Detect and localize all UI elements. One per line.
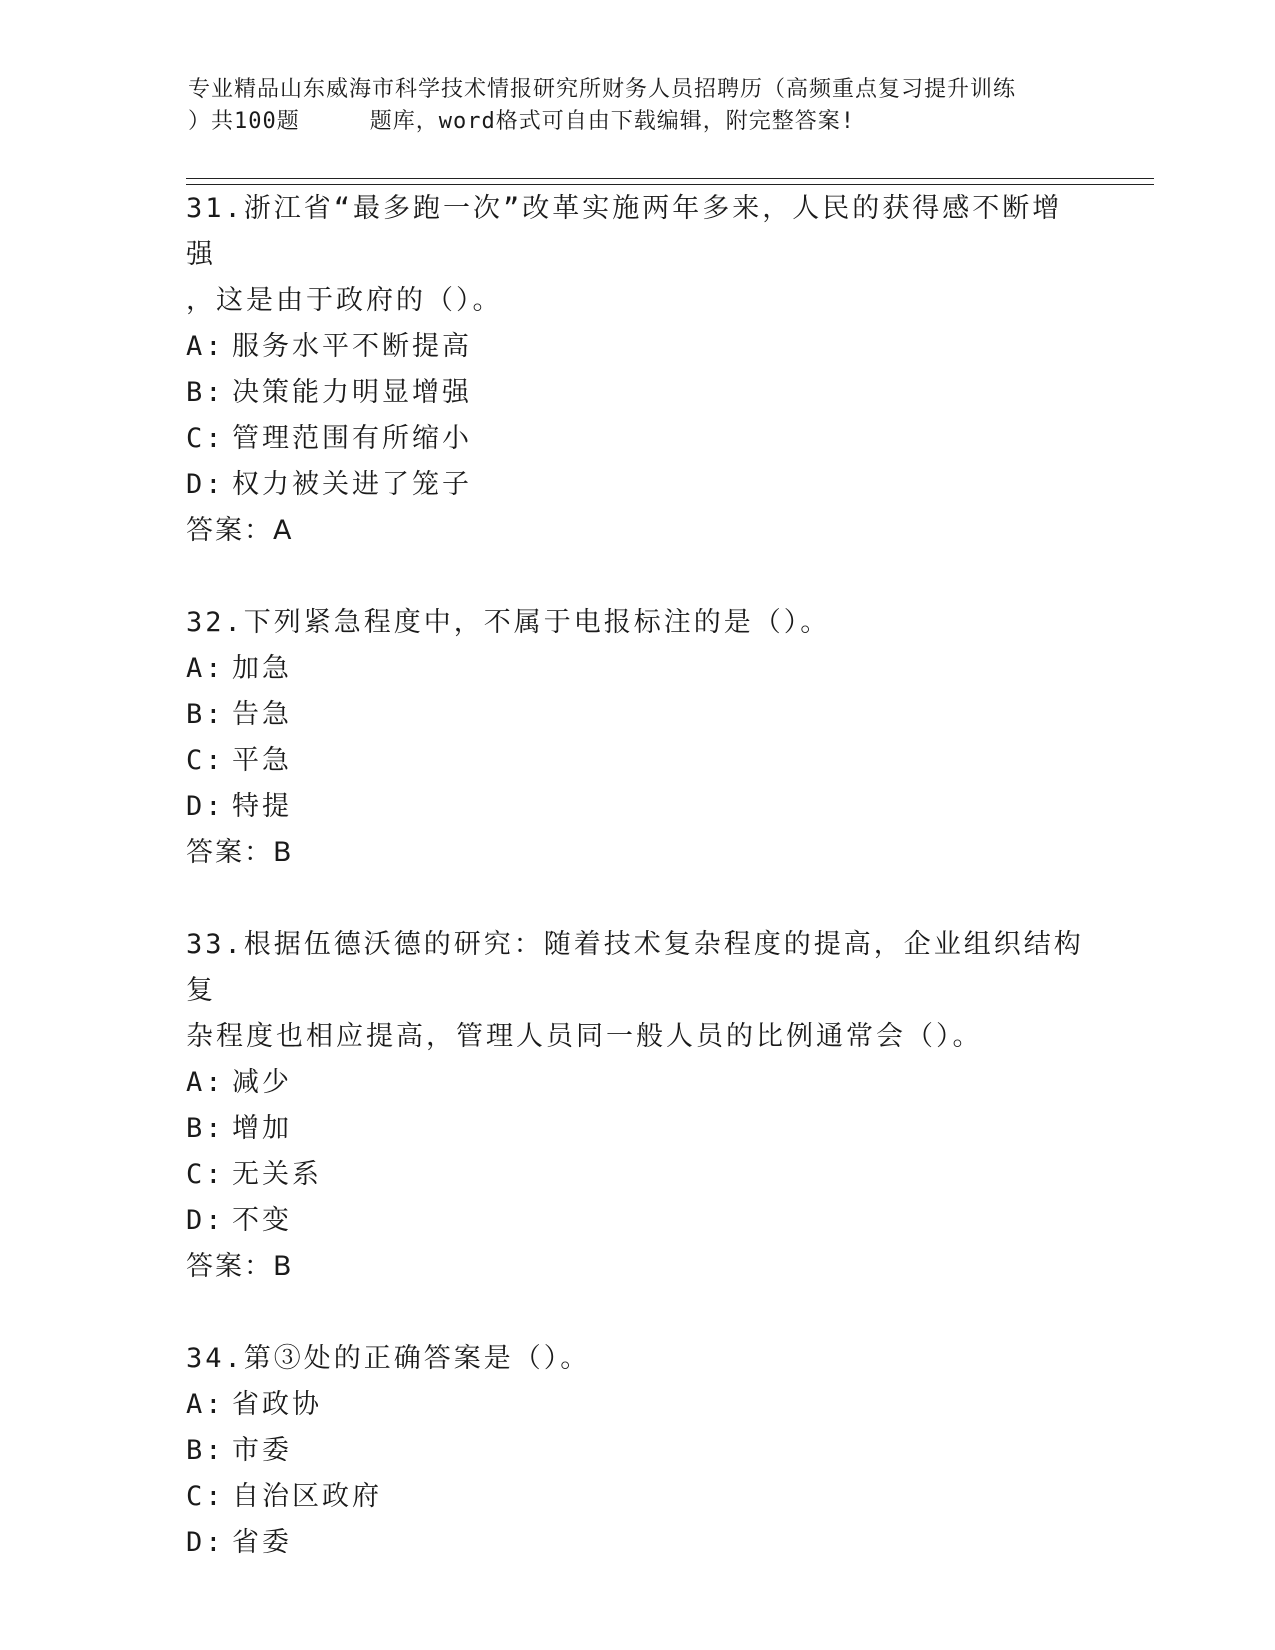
option-text: 不变: [232, 1205, 292, 1236]
option-text: 决策能力明显增强: [232, 377, 472, 408]
option-letter: C:: [186, 1481, 225, 1512]
option-letter: D:: [186, 469, 225, 500]
header-title-part-a: ）共100题: [188, 109, 300, 134]
question-stem: 32.下列紧急程度中，不属于电报标注的是（）。: [186, 607, 831, 638]
option-letter: B:: [186, 1435, 225, 1466]
option-text: 服务水平不断提高: [232, 331, 472, 362]
option-text: 告急: [232, 699, 292, 730]
option-text: 省政协: [232, 1389, 322, 1420]
document-header: [188, 74, 1108, 138]
question-list: [186, 186, 1086, 1612]
option-letter: A:: [186, 653, 225, 684]
option-letter: A:: [186, 331, 225, 362]
option-text: 省委: [232, 1527, 292, 1558]
option-d: [186, 784, 1086, 830]
option-letter: A:: [186, 1067, 225, 1098]
option-d: [186, 462, 1086, 508]
question-31: [186, 186, 1086, 554]
option-text: 市委: [232, 1435, 292, 1466]
option-text: 减少: [232, 1067, 292, 1098]
header-title-part-b: 题库，word格式可自由下载编辑，附完整答案!: [369, 109, 855, 134]
option-a: [186, 1382, 1086, 1428]
question-32: [186, 600, 1086, 876]
option-a: [186, 646, 1086, 692]
option-letter: B:: [186, 699, 225, 730]
option-letter: B:: [186, 1113, 225, 1144]
option-text: 加急: [232, 653, 292, 684]
header-divider-bottom: [186, 184, 1154, 185]
option-text: 特提: [232, 791, 292, 822]
option-b: [186, 370, 1086, 416]
header-title-line1: 专业精品山东威海市科学技术情报研究所财务人员招聘历（高频重点复习提升训练: [188, 77, 1017, 102]
option-b: [186, 1428, 1086, 1474]
option-text: 权力被关进了笼子: [232, 469, 472, 500]
option-text: 无关系: [232, 1159, 322, 1190]
question-stem-continued: 杂程度也相应提高，管理人员同一般人员的比例通常会（）。: [186, 1021, 983, 1052]
option-letter: A:: [186, 1389, 225, 1420]
question-stem: 31.浙江省“最多跑一次”改革实施两年多来，人民的获得感不断增强: [186, 193, 1063, 270]
question-34: [186, 1336, 1086, 1566]
answer-line: 答案：B: [186, 837, 294, 868]
option-c: [186, 416, 1086, 462]
option-letter: C:: [186, 745, 225, 776]
header-title-line2: [188, 106, 1108, 138]
option-text: 增加: [232, 1113, 292, 1144]
option-letter: D:: [186, 791, 225, 822]
question-stem-continued: ，这是由于政府的（）。: [186, 285, 503, 316]
option-a: [186, 1060, 1086, 1106]
option-text: 平急: [232, 745, 292, 776]
option-c: [186, 1152, 1086, 1198]
answer-line: 答案：B: [186, 1251, 294, 1282]
option-text: 自治区政府: [232, 1481, 382, 1512]
option-b: [186, 692, 1086, 738]
option-letter: D:: [186, 1527, 225, 1558]
question-33: [186, 922, 1086, 1290]
option-b: [186, 1106, 1086, 1152]
option-d: [186, 1198, 1086, 1244]
option-c: [186, 738, 1086, 784]
option-text: 管理范围有所缩小: [232, 423, 472, 454]
answer-line: 答案：A: [186, 515, 294, 546]
option-letter: B:: [186, 377, 225, 408]
option-d: [186, 1520, 1086, 1566]
option-c: [186, 1474, 1086, 1520]
option-letter: C:: [186, 423, 225, 454]
option-letter: D:: [186, 1205, 225, 1236]
question-stem: 33.根据伍德沃德的研究：随着技术复杂程度的提高，企业组织结构复: [186, 929, 1084, 1006]
option-letter: C:: [186, 1159, 225, 1190]
question-stem: 34.第③处的正确答案是（）。: [186, 1343, 591, 1374]
header-divider-top: [186, 178, 1154, 179]
option-a: [186, 324, 1086, 370]
